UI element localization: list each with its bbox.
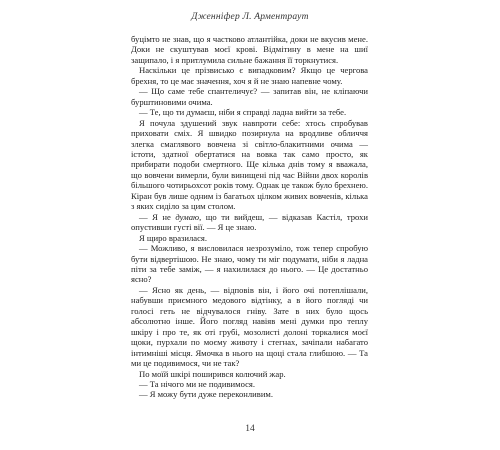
paragraph: — Ясно як день, — відповів він, і його очі потеплішали, набувши приємного медового відтінку, а в його погляді чи голосі геть не відчувалося гніву. Зате в них було щось абсолютно інше. Його погляд навіяв мені думки про теплу шкіру і про те, як оті грубі, мозолисті долоні торкалися моєї щоки, пурхали по моєму животу і стегнах, зачіпали набагато інтимніші місця. Ямочка в нього на щоці стала глибшою. — Та ми це подивимося, чи не так?	[131, 284, 368, 369]
page-number: 14	[245, 424, 255, 434]
paragraph: По моїй шкірі поширився колючий жар.	[139, 368, 286, 379]
paragraph: Я почула здушений звук навпроти себе: хтось спробував приховати сміх. Я швидко позирнула на вродливе обличчя злегка смаглявого вовчена зі світло-блакитними очима — істоти, здатної обертатися на вовка так само просто, як прибирати подоби смертного. Ще кілька днів тому я вважала, що вовчени вимерли, були винищені під час Війни двох королів більшого чотирьохсот років тому. Однак це також було брехнею. Кіран був лише одним із багатьох цілком живих вовченів, кілька з яких сиділо за цим столом.	[131, 117, 368, 212]
running-header: Дженніфер Л. Арментраут	[191, 12, 309, 22]
paragraph: Я щиро вразилася.	[139, 232, 208, 243]
paragraph: — Та нічого ми не подивимося.	[139, 378, 255, 389]
paragraph: буцімто не знав, що я частково атлантійка, доки не вкусив мене. Доки не скуштував моєї крові. Відмітину в мене на шиї защипало, і я притлумила сильне бажання її торкнутися.	[131, 34, 368, 65]
body-text	[131, 34, 368, 400]
paragraph: — Те, що ти думаєш, ніби я справді ладна вийти за тебе.	[139, 107, 347, 118]
paragraph: — Можливо, я висловилася незрозуміло, тож тепер спробую бути відвертішою. Не знаю, чому ти міг подумати, ніби я ладна піти за тебе заміж, — я нахилилася до нього. — Це достатньо ясно?	[131, 243, 368, 285]
paragraph: — Я можу бути дуже переконливим.	[139, 389, 274, 400]
paragraph: Наскільки це прізвисько є випадковим? Якщо це чергова брехня, то це має значення, хоч я й не знаю напевне чому.	[131, 65, 368, 86]
paragraph: — Я не думаю, що ти вийдеш, — відказав Кастіл, трохи опустивши густі вії. — Я це знаю.	[131, 211, 368, 233]
paragraph: — Що саме тебе спантеличує? — запитав він, не кліпаючи бурштиновими очима.	[131, 86, 368, 107]
